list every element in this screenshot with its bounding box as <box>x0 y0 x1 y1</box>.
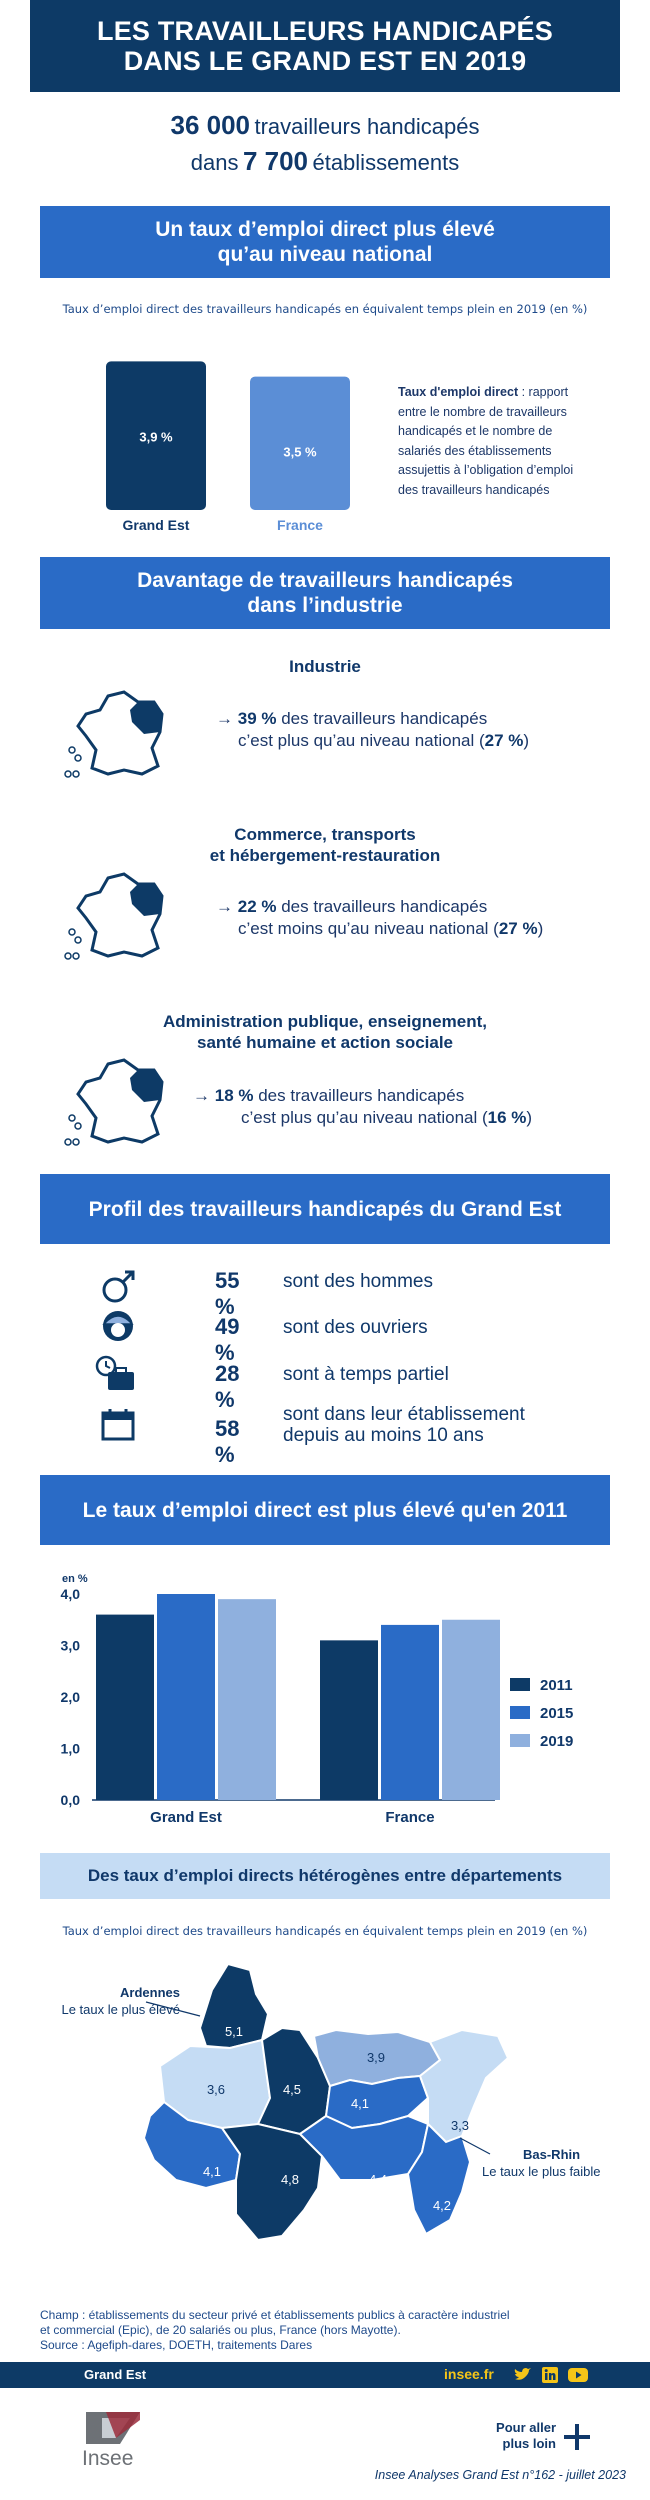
section1-title-line1: Un taux d’emploi direct plus élevé <box>155 218 495 241</box>
y-tick-label: 3,0 <box>60 1637 80 1654</box>
ardennes-name: Ardennes <box>120 1985 180 2000</box>
sector-industry-text2: c’est plus qu’au niveau national ( <box>238 731 485 750</box>
source-line3: Source : Agefiph-dares, DOETH, traitements Dares <box>40 2338 313 2352</box>
map-value-aube: 4,1 <box>202 2164 222 2179</box>
insee-site-link[interactable]: insee.fr <box>444 2366 494 2382</box>
section2-title-line2: dans l’industrie <box>247 594 403 617</box>
map-value-marne: 3,6 <box>206 2082 226 2097</box>
footer-region: Grand Est <box>84 2367 147 2382</box>
section2-band <box>40 557 610 629</box>
sector-industry-national: 27 % <box>484 731 524 750</box>
legend-label-2015: 2015 <box>540 1705 574 1722</box>
map-value-vosges: 4,4 <box>368 2172 388 2187</box>
header-title-line2: DANS LE GRAND EST EN 2019 <box>123 46 527 76</box>
definition-line-4: assujettis à l’obligation d’emploi <box>398 463 574 477</box>
sector-commerce-stat: → 22 % des travailleurs handicapés c’est moins qu’au niveau national (27 %) <box>216 897 544 938</box>
map-value-ardennes: 5,1 <box>224 2024 244 2039</box>
map-value-meurthe: 4,1 <box>350 2096 370 2111</box>
plus-icon[interactable] <box>562 2422 592 2452</box>
map-value-hautrhin: 4,2 <box>432 2198 452 2213</box>
sector-admin-name2: santé humaine et action sociale <box>196 1033 454 1052</box>
twitter-icon[interactable] <box>514 2367 532 2383</box>
bar-france <box>250 377 350 510</box>
definition-line-3: salariés des établissements <box>398 443 552 458</box>
sector-admin-pct: 18 % <box>214 1086 254 1105</box>
x-category-label: Grand Est <box>150 1809 222 1826</box>
sector-admin-title <box>0 1011 650 1053</box>
sector-admin-text2: c’est plus qu’au niveau national ( <box>241 1108 488 1127</box>
sector-admin-national: 16 % <box>487 1108 527 1127</box>
ardennes-desc: Le taux le plus élevé <box>61 2002 180 2017</box>
sector-industry-stat: → 39 % des travailleurs handicapés c’est plus qu’au niveau national (27 %) <box>216 709 530 750</box>
section4-band <box>40 1475 610 1545</box>
basrhin-callout <box>482 2146 650 2180</box>
map-value-meuse: 4,5 <box>282 2082 302 2097</box>
definition-box <box>398 383 613 500</box>
sector-commerce-pct: 22 % <box>237 897 277 916</box>
basrhin-desc: Le taux le plus faible <box>482 2164 601 2179</box>
bar-value-label: 3,9 % <box>139 429 173 445</box>
sector-admin-close: ) <box>526 1108 533 1127</box>
source-notes <box>40 2308 620 2353</box>
page-header <box>30 0 620 92</box>
bar-grand-est-2011 <box>96 1615 154 1800</box>
bar-grand-est-2015 <box>157 1594 215 1800</box>
france-map-icon <box>58 870 178 962</box>
kpi-estab-value: 7 700 <box>242 146 309 176</box>
y-tick-label: 1,0 <box>60 1740 80 1757</box>
sector-admin-text1: des travailleurs handicapés <box>253 1086 465 1105</box>
bar-category-label: France <box>277 517 323 533</box>
section5-title: Des taux d’emploi directs hétérogènes entre départements <box>87 1866 563 1885</box>
sector-commerce-text1: des travailleurs handicapés <box>276 897 488 916</box>
x-category-label: France <box>385 1809 435 1826</box>
sector-commerce-national: 27 % <box>498 919 538 938</box>
profile-tenure-text2: depuis au moins 10 ans <box>283 1425 484 1446</box>
definition-line-1: entre le nombre de travailleurs <box>398 404 567 419</box>
youtube-icon[interactable] <box>568 2367 588 2383</box>
sector-commerce-name2: et hébergement-restauration <box>209 846 441 865</box>
kpi-workers-value: 36 000 <box>170 110 251 140</box>
kpi-workers <box>0 110 650 141</box>
source-line1: Champ : établissements du secteur privé et établissements publics à caractère industriel <box>40 2308 510 2322</box>
profile-workers-text: sont des ouvriers <box>283 1317 428 1338</box>
calendar-icon <box>99 1405 139 1445</box>
bar-france-2019 <box>442 1620 500 1800</box>
worker-helmet-icon <box>98 1306 142 1350</box>
sector-industry-pct: 39 % <box>237 709 277 728</box>
kpi-estab-prefix: dans <box>190 150 239 175</box>
legend-swatch-2019 <box>510 1734 530 1747</box>
bar-category-label: Grand Est <box>122 517 190 533</box>
section3-band <box>40 1174 610 1244</box>
section1-band <box>40 206 610 278</box>
definition-term: Taux d'emploi direct <box>398 385 519 399</box>
legend-label-2019: 2019 <box>540 1733 574 1750</box>
bar-value-label: 3,5 % <box>283 444 317 460</box>
rate-comparison-chart <box>80 330 400 540</box>
bar-france-2011 <box>320 1640 378 1800</box>
section5-subtitle: Taux d’emploi direct des travailleurs handicapés en équivalent temps plein en 2019 (en %) <box>62 1924 588 1938</box>
sector-industry-close: ) <box>523 731 530 750</box>
source-line2: et commercial (Epic), de 20 salariés ou plus, France (hors Mayotte). <box>40 2323 401 2337</box>
sector-admin-name1: Administration publique, enseignement, <box>163 1012 487 1031</box>
section4-title: Le taux d’emploi direct est plus élevé qu'en 2011 <box>82 1498 568 1522</box>
legend-swatch-2015 <box>510 1706 530 1719</box>
sector-industry-title <box>0 656 650 677</box>
bar-france-2015 <box>381 1625 439 1800</box>
sector-commerce-text2: c’est moins qu’au niveau national ( <box>238 919 499 938</box>
section1-title-line2: qu’au niveau national <box>217 243 433 266</box>
definition-line-0: : rapport <box>518 385 569 399</box>
more-info-line1: Pour aller <box>496 2420 556 2435</box>
evolution-chart <box>40 1560 610 1830</box>
profile-tenure-pct: 58 % <box>215 1416 240 1467</box>
legend-label-2011: 2011 <box>540 1677 573 1694</box>
more-info-link[interactable] <box>456 2420 556 2452</box>
male-symbol-icon <box>95 1264 145 1308</box>
sector-industry-text1: des travailleurs handicapés <box>276 709 488 728</box>
insee-logo-text: Insee <box>82 2447 134 2470</box>
linkedin-icon[interactable] <box>542 2367 558 2383</box>
ardennes-callout <box>30 1984 180 2018</box>
section2-title-line1: Davantage de travailleurs handicapés <box>137 569 513 592</box>
france-map-icon <box>58 688 178 780</box>
profile-parttime-text: sont à temps partiel <box>283 1364 449 1385</box>
more-info-line2: plus loin <box>502 2436 556 2451</box>
profile-workers-pct: 49 % <box>215 1314 240 1365</box>
france-map-icon <box>58 1056 178 1148</box>
y-tick-label: 2,0 <box>60 1689 80 1705</box>
profile-tenure-text1: sont dans leur établissement <box>283 1404 525 1425</box>
bar-grand-est-2019 <box>218 1599 276 1800</box>
definition-line-2: handicapés et le nombre de <box>398 424 553 438</box>
header-title-line1: LES TRAVAILLEURS HANDICAPÉS <box>97 16 553 46</box>
map-value-moselle: 3,9 <box>366 2050 386 2065</box>
sector-industry-name: Industrie <box>289 657 361 676</box>
definition-line-5: des travailleurs handicapés <box>398 482 550 497</box>
map-value-basrhin: 3,3 <box>450 2118 470 2133</box>
section5-band <box>40 1853 610 1899</box>
section1-subtitle: Taux d’emploi direct des travailleurs handicapés en équivalent temps plein en 2019 (en %) <box>62 302 588 316</box>
profile-men-pct: 55 % <box>215 1268 240 1319</box>
map-value-hautemarne: 4,8 <box>280 2172 300 2187</box>
sector-admin-stat: → 18 % des travailleurs handicapés c’est plus qu’au niveau national (16 %) <box>193 1086 533 1127</box>
sector-commerce-title <box>0 824 650 866</box>
kpi-establishments <box>0 146 650 177</box>
profile-parttime-pct: 28 % <box>215 1361 240 1412</box>
y-axis-label: en % <box>62 1573 88 1585</box>
profile-men-text: sont des hommes <box>283 1271 433 1292</box>
y-tick-label: 0,0 <box>60 1792 80 1808</box>
section3-title: Profil des travailleurs handicapés du Grand Est <box>88 1197 562 1221</box>
footer-band <box>0 2362 650 2388</box>
sector-commerce-close: ) <box>537 919 544 938</box>
legend-swatch-2011 <box>510 1678 530 1691</box>
clock-briefcase-icon <box>92 1352 142 1396</box>
kpi-estab-label: établissements <box>312 150 460 175</box>
kpi-workers-label: travailleurs handicapés <box>254 114 480 139</box>
basrhin-name: Bas-Rhin <box>523 2147 581 2162</box>
y-tick-label: 4,0 <box>60 1586 80 1602</box>
sector-commerce-name1: Commerce, transports <box>234 825 416 844</box>
publication-reference: Insee Analyses Grand Est n°162 - juillet 2023 <box>374 2468 626 2482</box>
